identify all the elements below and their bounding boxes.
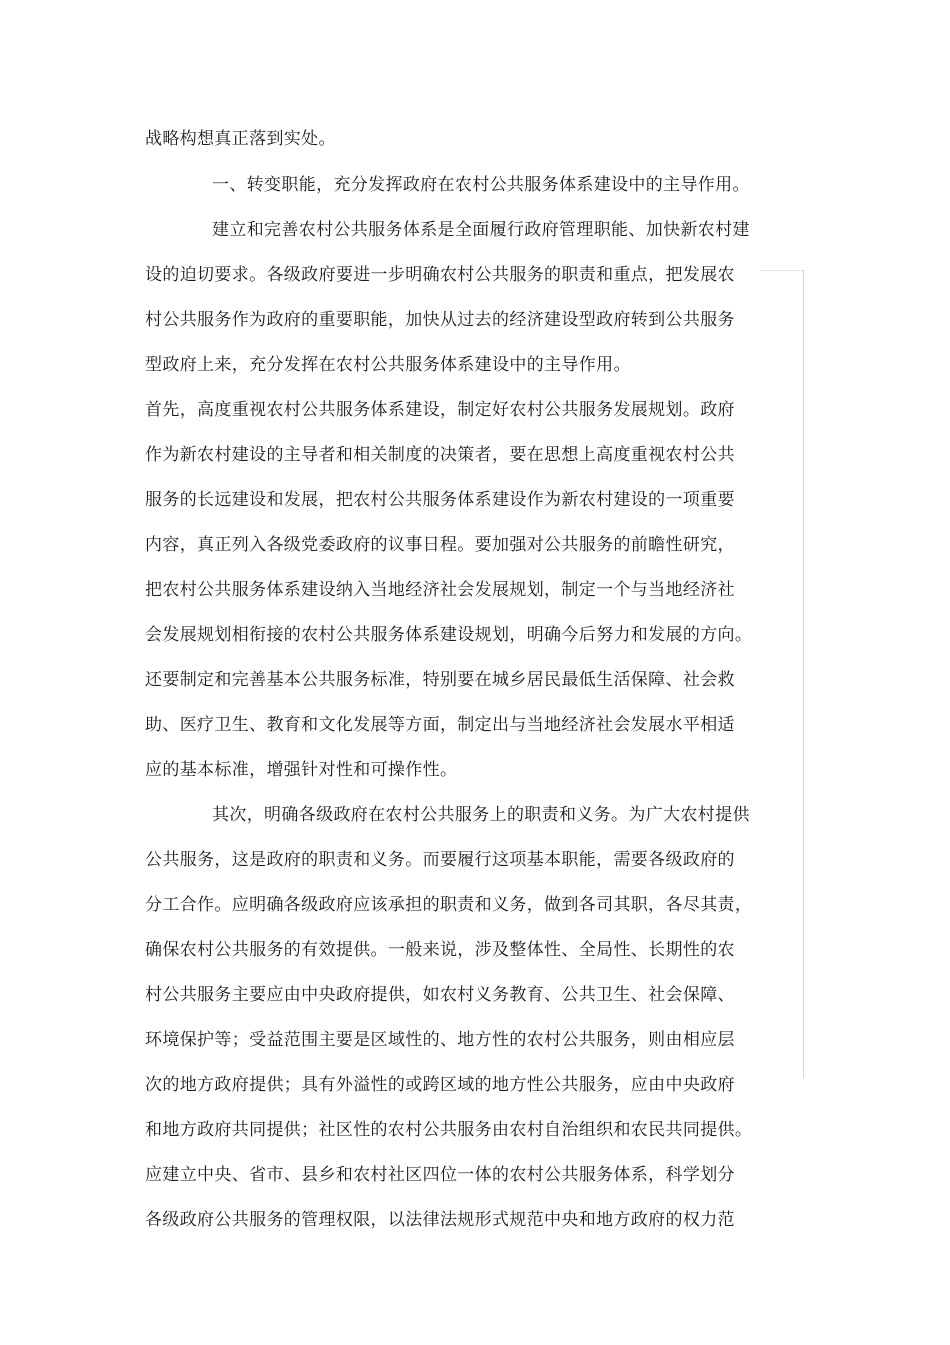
text-line: 首先，高度重视农村公共服务体系建设，制定好农村公共服务发展规划。政府 [145, 400, 735, 420]
text-line: 建立和完善农村公共服务体系是全面履行政府管理职能、加快新农村建 [212, 220, 750, 240]
frame-border-top [760, 270, 804, 271]
text-line: 确保农村公共服务的有效提供。一般来说，涉及整体性、全局性、长期性的农 [145, 940, 735, 960]
text-line: 和地方政府共同提供；社区性的农村公共服务由农村自治组织和农民共同提供。 [145, 1120, 753, 1140]
text-line: 其次，明确各级政府在农村公共服务上的职责和义务。为广大农村提供 [212, 805, 750, 825]
text-line: 环境保护等；受益范围主要是区域性的、地方性的农村公共服务，则由相应层 [145, 1030, 735, 1050]
text-line: 战略构想真正落到实处。 [145, 129, 336, 149]
text-line: 村公共服务主要应由中央政府提供，如农村义务教育、公共卫生、社会保障、 [145, 985, 735, 1005]
text-line: 设的迫切要求。各级政府要进一步明确农村公共服务的职责和重点，把发展农 [145, 265, 735, 285]
text-line: 次的地方政府提供；具有外溢性的或跨区域的地方性公共服务，应由中央政府 [145, 1075, 735, 1095]
text-line: 应的基本标准，增强针对性和可操作性。 [145, 760, 458, 780]
text-line: 分工合作。应明确各级政府应该承担的职责和义务，做到各司其职，各尽其责， [145, 895, 753, 915]
text-line: 各级政府公共服务的管理权限，以法律法规形式规范中央和地方政府的权力范 [145, 1210, 735, 1230]
text-line: 型政府上来，充分发挥在农村公共服务体系建设中的主导作用。 [145, 355, 631, 375]
text-line: 作为新农村建设的主导者和相关制度的决策者，要在思想上高度重视农村公共 [145, 445, 735, 465]
text-line: 村公共服务作为政府的重要职能，加快从过去的经济建设型政府转到公共服务 [145, 310, 735, 330]
frame-border-right [803, 270, 804, 1078]
section-heading: 一、转变职能，充分发挥政府在农村公共服务体系建设中的主导作用。 [212, 175, 750, 195]
text-line: 会发展规划相衔接的农村公共服务体系建设规划，明确今后努力和发展的方向。 [145, 625, 753, 645]
text-line: 应建立中央、省市、县乡和农村社区四位一体的农村公共服务体系，科学划分 [145, 1165, 735, 1185]
text-line: 助、医疗卫生、教育和文化发展等方面，制定出与当地经济社会发展水平相适 [145, 715, 735, 735]
text-line: 还要制定和完善基本公共服务标准，特别要在城乡居民最低生活保障、社会救 [145, 670, 735, 690]
text-line: 内容，真正列入各级党委政府的议事日程。要加强对公共服务的前瞻性研究， [145, 535, 735, 555]
text-line: 服务的长远建设和发展，把农村公共服务体系建设作为新农村建设的一项重要 [145, 490, 735, 510]
text-line: 公共服务，这是政府的职责和义务。而要履行这项基本职能，需要各级政府的 [145, 850, 735, 870]
text-line: 把农村公共服务体系建设纳入当地经济社会发展规划，制定一个与当地经济社 [145, 580, 735, 600]
